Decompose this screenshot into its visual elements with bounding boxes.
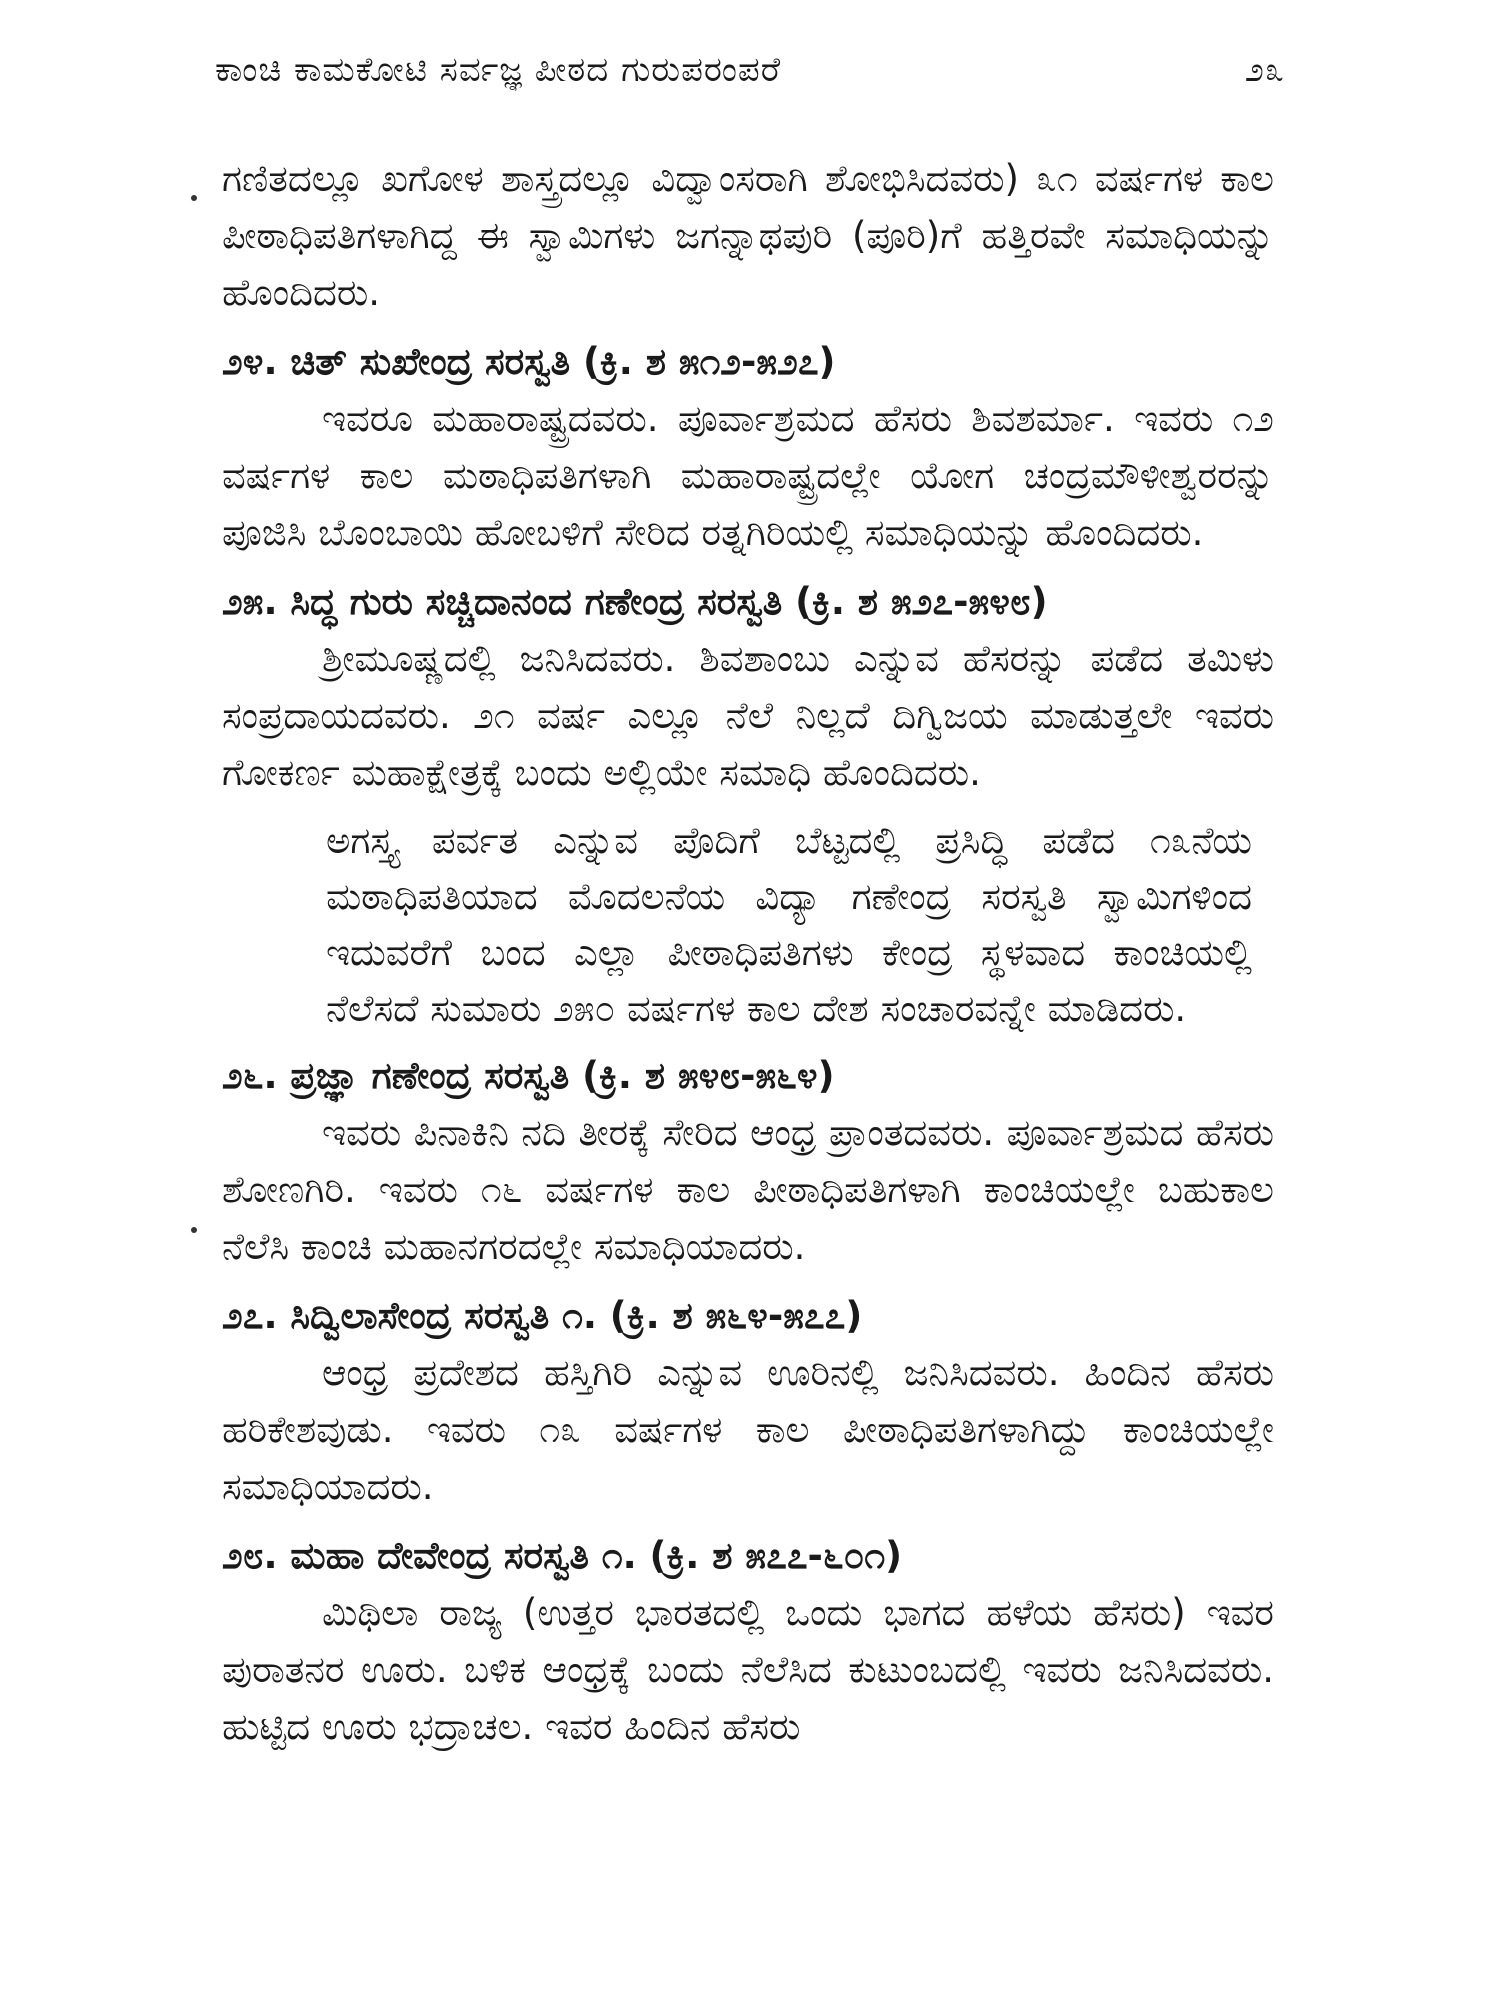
section-body-24: ಇವರೂ ಮಹಾರಾಷ್ಟ್ರದವರು. ಪೂರ್ವಾಶ್ರಮದ ಹೆಸರು ಶಿವಶರ್ಮಾ. ಇವರು ೧೨ ವರ್ಷಗಳ ಕಾಲ ಮಠಾಧಿಪತಿಗಳಾಗಿ ಮಹಾರಾಷ್ಟ್ರದಲ್ಲೇ ಯೋಗ ಚಂದ್ರಮೌಳೀಶ್ವರರನ್ನು ಪೂಜಿಸಿ ಬೊಂಬಾಯಿ ಹೋಬಳಿಗೆ ಸೇರಿದ ರತ್ನಗಿರಿಯಲ್ಲಿ ಸಮಾಧಿಯನ್ನು ಹೊಂದಿದರು. (222, 397, 1274, 554)
scan-speck (191, 195, 197, 201)
section-heading-28: ೨೮. ಮಹಾ ದೇವೇಂದ್ರ ಸರಸ್ವತಿ ೧. (ಕ್ರಿ. ಶ ೫೭೭-೬೦೧) (222, 1534, 902, 1577)
section-body-26: ಇವರು ಪಿನಾಕಿನಿ ನದಿ ತೀರಕ್ಕೆ ಸೇರಿದ ಆಂಧ್ರ ಪ್ರಾಂತದವರು. ಪೂರ್ವಾಶ್ರಮದ ಹೆಸರು ಶೋಣಗಿರಿ. ಇವರು ೧೬ ವರ್ಷಗಳ ಕಾಲ ಪೀಠಾಧಿಪತಿಗಳಾಗಿ ಕಾಂಚಿಯಲ್ಲೇ ಬಹುಕಾಲ ನೆಲೆಸಿ ಕಾಂಚಿ ಮಹಾನಗರದಲ್ಲೇ ಸಮಾಧಿಯಾದರು. (222, 1111, 1274, 1268)
header-title: ಕಾಂಚಿ ಕಾಮಕೋಟಿ ಸರ್ವಜ್ಞ ಪೀಠದ ಗುರುಪರಂಪರೆ (215, 50, 782, 90)
section-body-27: ಆಂಧ್ರ ಪ್ರದೇಶದ ಹಸ್ತಿಗಿರಿ ಎನ್ನುವ ಊರಿನಲ್ಲಿ ಜನಿಸಿದವರು. ಹಿಂದಿನ ಹೆಸರು ಹರಿಕೇಶವುಡು. ಇವರು ೧೩ ವರ್ಷಗಳ ಕಾಲ ಪೀಠಾಧಿಪತಿಗಳಾಗಿದ್ದು ಕಾಂಚಿಯಲ್ಲೇ ಸಮಾಧಿಯಾದರು. (222, 1351, 1274, 1508)
scan-speck (191, 1227, 197, 1233)
section-body-28: ಮಿಥಿಲಾ ರಾಜ್ಯ (ಉತ್ತರ ಭಾರತದಲ್ಲಿ ಒಂದು ಭಾಗದ ಹಳೆಯ ಹೆಸರು) ಇವರ ಪುರಾತನರ ಊರು. ಬಳಿಕ ಆಂಧ್ರಕ್ಕೆ ಬಂದು ನೆಲೆಸಿದ ಕುಟುಂಬದಲ್ಲಿ ಇವರು ಜನಿಸಿದವರು. ಹುಟ್ಟಿದ ಊರು ಭದ್ರಾಚಲ. ಇವರ ಹಿಂದಿನ ಹೆಸರು (222, 1591, 1274, 1748)
section-note-25: ಅಗಸ್ತ್ಯ ಪರ್ವತ ಎನ್ನುವ ಪೊದಿಗೆ ಬೆಟ್ಟದಲ್ಲಿ ಪ್ರಸಿದ್ಧಿ ಪಡೆದ ೧೩ನೆಯ ಮಠಾಧಿಪತಿಯಾದ ಮೊದಲನೆಯ ವಿದ್ಯಾ ಗಣೇಂದ್ರ ಸರಸ್ವತಿ ಸ್ವಾಮಿಗಳಿಂದ ಇದುವರೆಗೆ ಬಂದ ಎಲ್ಲಾ ಪೀಠಾಧಿಪತಿಗಳು ಕೇಂದ್ರ ಸ್ಥಳವಾದ ಕಾಂಚಿಯಲ್ಲಿ ನೆಲೆಸದೆ ಸುಮಾರು ೨೫೦ ವರ್ಷಗಳ ಕಾಲ ದೇಶ ಸಂಚಾರವನ್ನೇ ಮಾಡಿದರು. (326, 819, 1252, 1030)
section-heading-27: ೨೭. ಸಿದ್ವಿಲಾಸೇಂದ್ರ ಸರಸ್ವತಿ ೧. (ಕ್ರಿ. ಶ ೫೬೪-೫೭೭) (222, 1294, 863, 1337)
running-header (215, 50, 1285, 90)
section-body-25: ಶ್ರೀಮೂಷ್ಣದಲ್ಲಿ ಜನಿಸಿದವರು. ಶಿವಶಾಂಬು ಎನ್ನುವ ಹೆಸರನ್ನು ಪಡೆದ ತಮಿಳು ಸಂಪ್ರದಾಯದವರು. ೨೧ ವರ್ಷ ಎಲ್ಲೂ ನೆಲೆ ನಿಲ್ಲದೆ ದಿಗ್ವಿಜಯ ಮಾಡುತ್ತಲೇ ಇವರು ಗೋಕರ್ಣ ಮಹಾಕ್ಷೇತ್ರಕ್ಕೆ ಬಂದು ಅಲ್ಲಿಯೇ ಸಮಾಧಿ ಹೊಂದಿದರು. (222, 637, 1274, 794)
section-heading-24: ೨೪. ಚಿತ್ ಸುಖೇಂದ್ರ ಸರಸ್ವತಿ (ಕ್ರಿ. ಶ ೫೧೨-೫೨೭) (222, 340, 836, 383)
page-number: ೨೩ (1244, 50, 1285, 90)
intro-paragraph: ಗಣಿತದಲ್ಲೂ ಖಗೋಳ ಶಾಸ್ತ್ರದಲ್ಲೂ ವಿದ್ವಾಂಸರಾಗಿ ಶೋಭಿಸಿದವರು) ೩೧ ವರ್ಷಗಳ ಕಾಲ ಪೀಠಾಧಿಪತಿಗಳಾಗಿದ್ದ ಈ ಸ್ವಾಮಿಗಳು ಜಗನ್ನಾಥಪುರಿ (ಪೂರಿ)ಗೆ ಹತ್ತಿರವೇ ಸಮಾಧಿಯನ್ನು ಹೊಂದಿದರು. (222, 157, 1274, 314)
section-heading-26: ೨೬. ಪ್ರಜ್ಞಾ ಗಣೇಂದ್ರ ಸರಸ್ವತಿ (ಕ್ರಿ. ಶ ೫೪೮-೫೬೪) (222, 1054, 835, 1097)
page-body (222, 150, 1274, 1767)
section-heading-25: ೨೫. ಸಿದ್ಧ ಗುರು ಸಚ್ಚಿದಾನಂದ ಗಣೇಂದ್ರ ಸರಸ್ವತಿ (ಕ್ರಿ. ಶ ೫೨೭-೫೪೮) (222, 580, 1048, 623)
